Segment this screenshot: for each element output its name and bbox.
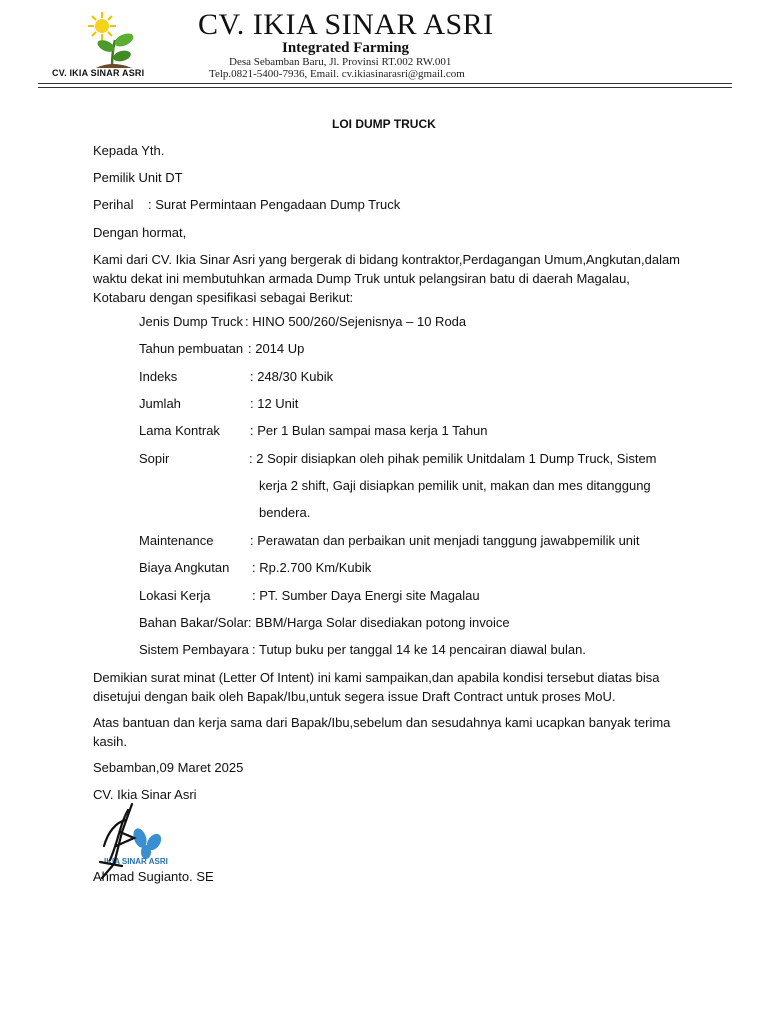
spec-key: Biaya Angkutan (139, 560, 230, 575)
logo-caption: CV. IKIA SINAR ASRI (52, 68, 145, 78)
spec-key: Jumlah (139, 396, 181, 411)
spec-value: : BBM/Harga Solar disediakan potong invoice (248, 615, 510, 630)
salutation-to: Kepada Yth. (93, 143, 165, 158)
spec-value: : HINO 500/260/Sejenisnya – 10 Roda (245, 314, 467, 329)
spec-value-continued: kerja 2 shift, Gaji disiapkan pemilik unit, makan dan mes ditanggung (259, 478, 651, 493)
subject-label: Perihal (93, 197, 134, 212)
spec-key: Lama Kontrak (139, 423, 220, 438)
spec-value: : Per 1 Bulan sampai masa kerja 1 Tahun (250, 423, 488, 438)
spec-key: Indeks (139, 369, 178, 384)
spec-key: Lokasi Kerja (139, 588, 211, 603)
sender-company: CV. Ikia Sinar Asri (93, 787, 197, 802)
company-tagline: Integrated Farming (282, 40, 410, 56)
spec-value: : 2 Sopir disiapkan oleh pihak pemilik Unitdalam 1 Dump Truck, Sistem (249, 451, 657, 466)
spec-key: Jenis Dump Truck (139, 314, 244, 329)
stamp-caption: IKIA SINAR ASRI (104, 857, 168, 866)
spec-key: Bahan Bakar/Solar (139, 615, 249, 630)
spec-key: Maintenance (139, 533, 214, 548)
spec-value: : 248/30 Kubik (250, 369, 334, 384)
spec-value: : PT. Sumber Daya Energi site Magalau (252, 588, 480, 603)
spec-value: : Perawatan dan perbaikan unit menjadi tanggung jawabpemilik unit (250, 533, 640, 548)
place-date: Sebamban,09 Maret 2025 (93, 760, 244, 775)
letter-title: LOI DUMP TRUCK (332, 117, 436, 131)
spec-value: : Tutup buku per tanggal 14 ke 14 pencairan diawal bulan. (252, 642, 586, 657)
closing-paragraph: Atas bantuan dan kerja sama dari Bapak/Ibu,sebelum dan sesudahnya kami ucapkan banyak terima kasih. (93, 715, 671, 749)
spec-key: Sistem Pembayara (139, 642, 249, 657)
closing-paragraph: Demikian surat minat (Letter Of Intent) ini kami sampaikan,dan apabila kondisi tersebut diatas bisa disetujui dengan baik oleh Bapak/Ibu,untuk segera issue Draft Contract untuk proses MoU. (93, 670, 660, 704)
subject-text: : Surat Permintaan Pengadaan Dump Truck (148, 197, 401, 212)
sun-plant-logo-icon (82, 10, 142, 70)
letterhead-rule (38, 83, 732, 84)
spec-key: Sopir (139, 451, 170, 466)
recipient: Pemilik Unit DT (93, 170, 183, 185)
intro-paragraph: Kami dari CV. Ikia Sinar Asri yang bergerak di bidang kontraktor,Perdagangan Umum,Angkutan,dalam waktu dekat ini membutuhkan armada Dump Truk untuk pelangsiran batu di daerah Magalau, Kotabaru dengan spesifikasi sebagai Berikut: (93, 252, 681, 305)
spec-value: : Rp.2.700 Km/Kubik (252, 560, 372, 575)
spec-value: : 12 Unit (250, 396, 299, 411)
spec-value: : 2014 Up (248, 341, 305, 356)
letterhead-rule (38, 87, 732, 88)
company-contact: Telp.0821-5400-7936, Email. cv.ikiasinarasri@gmail.com (209, 68, 465, 80)
spec-key: Tahun pembuatan (139, 341, 244, 356)
spec-value-continued: bendera. (259, 505, 311, 520)
company-address: Desa Sebamban Baru, Jl. Provinsi RT.002 RW.001 (229, 56, 452, 68)
signatory-name: Ahmad Sugianto. SE (93, 869, 214, 884)
company-name: CV. IKIA SINAR ASRI (198, 8, 494, 41)
greeting: Dengan hormat, (93, 225, 187, 240)
